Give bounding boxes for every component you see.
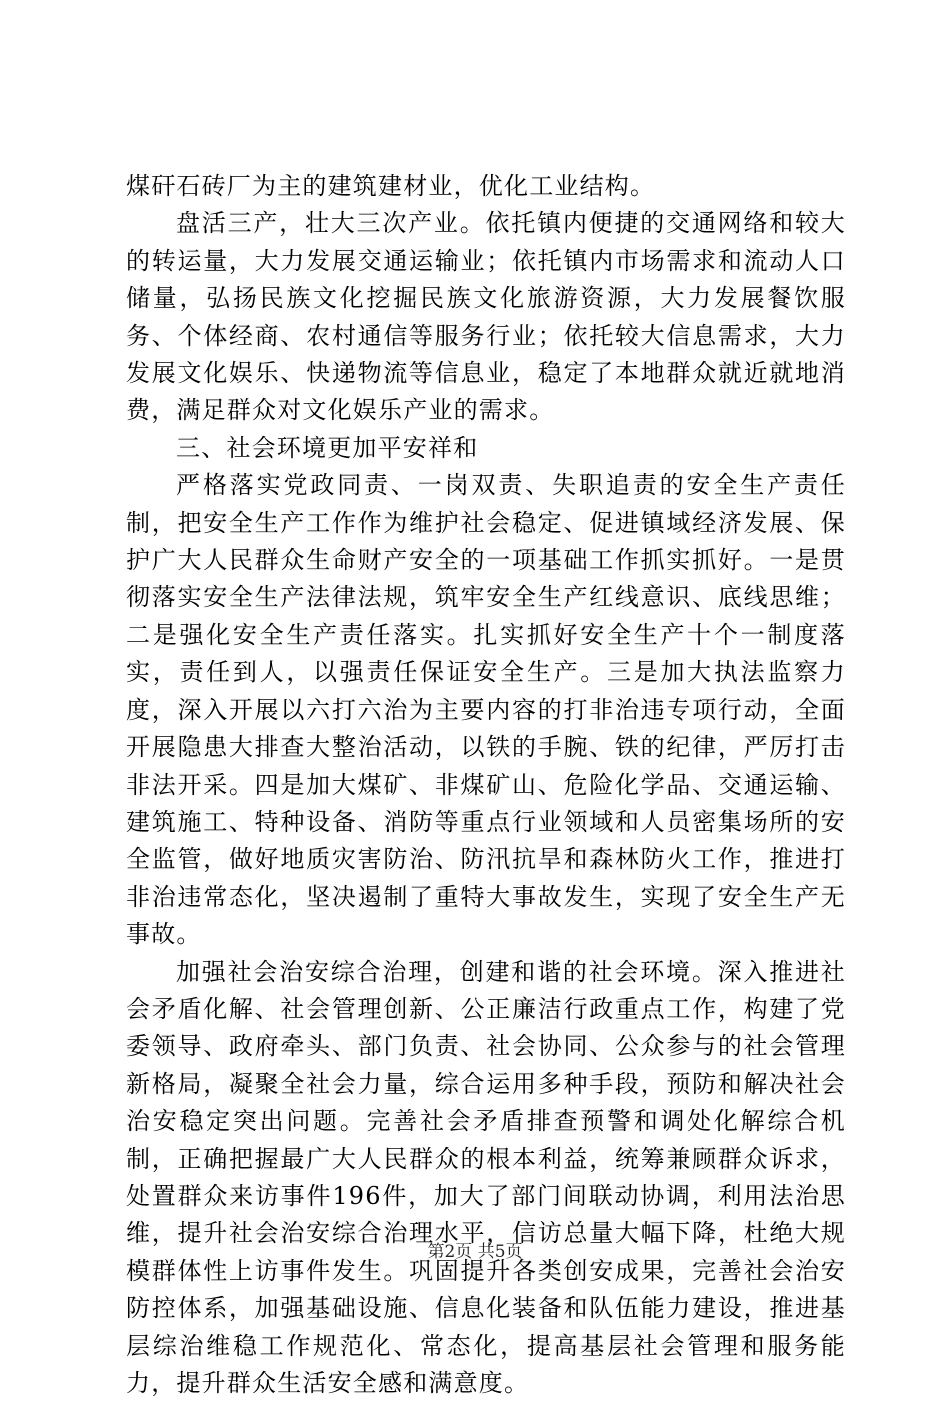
document-body [126,168,846,1402]
section-heading-social-environment: 三、社会环境更加平安祥和 [176,433,479,462]
paragraph-continuation: 煤矸石砖厂为主的建筑建材业，优化工业结构。 [126,172,656,200]
page-number-footer: 第2页 共5页 [427,1242,523,1262]
paragraph-tertiary-industry: 盘活三产，壮大三次产业。依托镇内便捷的交通网络和较大的转运量，大力发展交通运输业；依托镇内市场需求和流动人口储量，弘扬民族文化挖掘民族文化旅游资源，大力发展餐饮服务、个体经商、农村通信等服务行业；依托较大信息需求，大力发展文化娱乐、快递物流等信息业，稳定了本地群众就近就地消费，满足群众对文化娱乐产业的需求。 [126,209,846,425]
paragraph-safety-production: 严格落实党政同责、一岗双责、失职追责的安全生产责任制，把安全生产工作作为维护社会稳定、促进镇域经济发展、保护广大人民群众生命财产安全的一项基础工作抓实抓好。一是贯彻落实安全生产法律法规，筑牢安全生产红线意识、底线思维；二是强化安全生产责任落实。扎实抓好安全生产十个一制度落实，责任到人，以强责任保证安全生产。三是加大执法监察力度，深入开展以六打六治为主要内容的打非治违专项行动，全面开展隐患大排查大整治活动，以铁的手腕、铁的纪律，严厉打击非法开采。四是加大煤矿、非煤矿山、危险化学品、交通运输、建筑施工、特种设备、消防等重点行业领域和人员密集场所的安全监管，做好地质灾害防治、防汛抗旱和森林防火工作，推进打非治违常态化，坚决遏制了重特大事故发生，实现了安全生产无事故。 [126,471,846,949]
paragraph-public-security: 加强社会治安综合治理，创建和谐的社会环境。深入推进社会矛盾化解、社会管理创新、公正廉洁行政重点工作，构建了党委领导、政府牵头、部门负责、社会协同、公众参与的社会管理新格局，凝聚全社会力量，综合运用多种手段，预防和解决社会治安稳定突出问题。完善社会矛盾排查预警和调处化解综合机制，正确把握最广大人民群众的根本利益，统筹兼顾群众诉求，处置群众来访事件196件，加大了部门间联动协调，利用法治思维，提升社会治安综合治理水平，信访总量大幅下降，杜绝大规模群体性上访事件发生。巩固提升各类创安成果，完善社会治安防控体系，加强基础设施、信息化装备和队伍能力建设，推进基层综治维稳工作规范化、常态化，提高基层社会管理和服务能力，提升群众生活安全感和满意度。 [126,957,846,1397]
